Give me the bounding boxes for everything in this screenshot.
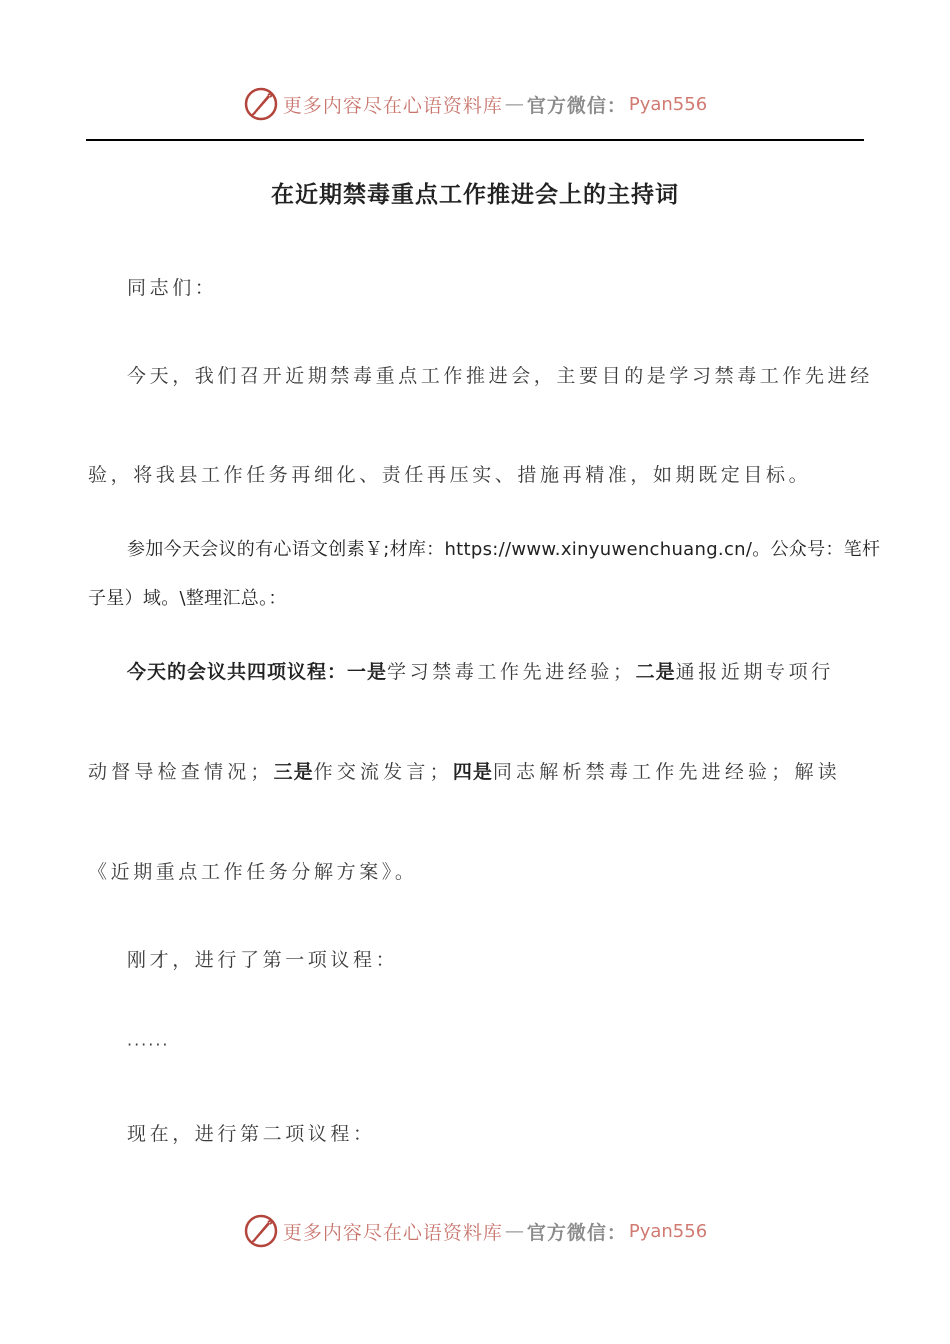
- agenda-line3: 《近期重点工作任务分解方案》。: [88, 861, 418, 883]
- ellipsis: ······: [127, 1035, 170, 1054]
- banner-dash: —: [504, 93, 525, 115]
- banner-wechat-id: Pyan556: [628, 1220, 708, 1242]
- agenda-marker-4: 四是: [452, 761, 493, 783]
- document-title: 在近期禁毒重点工作推进会上的主持词: [271, 182, 679, 208]
- agenda-line2: [88, 757, 841, 784]
- quill-logo-icon: [243, 1213, 279, 1249]
- agenda-text-3: 动督导检查情况；: [88, 761, 274, 783]
- banner-middle: 官方微信：: [526, 1221, 627, 1244]
- agenda-text-1: 学习禁毒工作先进经验；: [387, 661, 636, 683]
- greeting: 同志们：: [127, 277, 218, 299]
- para2-line2: 子星）域。\整理汇总。：: [88, 588, 287, 609]
- para1-line2: 验，将我县工作任务再细化、责任再压实、措施再精准，如期既定目标。: [88, 464, 812, 486]
- agenda-text-4: 作交流发言；: [313, 761, 453, 783]
- quill-logo-icon: [243, 86, 279, 122]
- agenda-item-2: 现在，进行第二项议程：: [127, 1123, 376, 1145]
- agenda-text-5: 同志解析禁毒工作先进经验；解读: [492, 761, 841, 783]
- agenda-text-2: 通报近期专项行: [675, 661, 834, 683]
- agenda-marker-3: 三是: [273, 761, 314, 783]
- banner-middle: 官方微信：: [526, 94, 627, 117]
- footer-banner: [0, 1211, 950, 1251]
- banner-wechat-id: Pyan556: [628, 93, 708, 115]
- agenda-marker-1: 一是: [347, 661, 388, 683]
- header-divider: [86, 139, 864, 141]
- banner-prefix: 更多内容尽在心语资料库: [282, 1221, 503, 1244]
- header-banner: [0, 84, 950, 124]
- banner-prefix: 更多内容尽在心语资料库: [282, 94, 503, 117]
- agenda-intro: 今天的会议共四项议程：: [127, 661, 348, 683]
- agenda-line1: [127, 657, 834, 684]
- para1-line1: 今天，我们召开近期禁毒重点工作推进会，主要目的是学习禁毒工作先进经: [127, 365, 873, 387]
- para2-line1: 参加今天会议的有心语文创素￥;材库：https://www.xinyuwenchuang.cn/。公众号：笔杆: [127, 539, 881, 560]
- agenda-item-1: 刚才，进行了第一项议程：: [127, 949, 399, 971]
- banner-dash: —: [504, 1220, 525, 1242]
- agenda-marker-2: 二是: [635, 661, 676, 683]
